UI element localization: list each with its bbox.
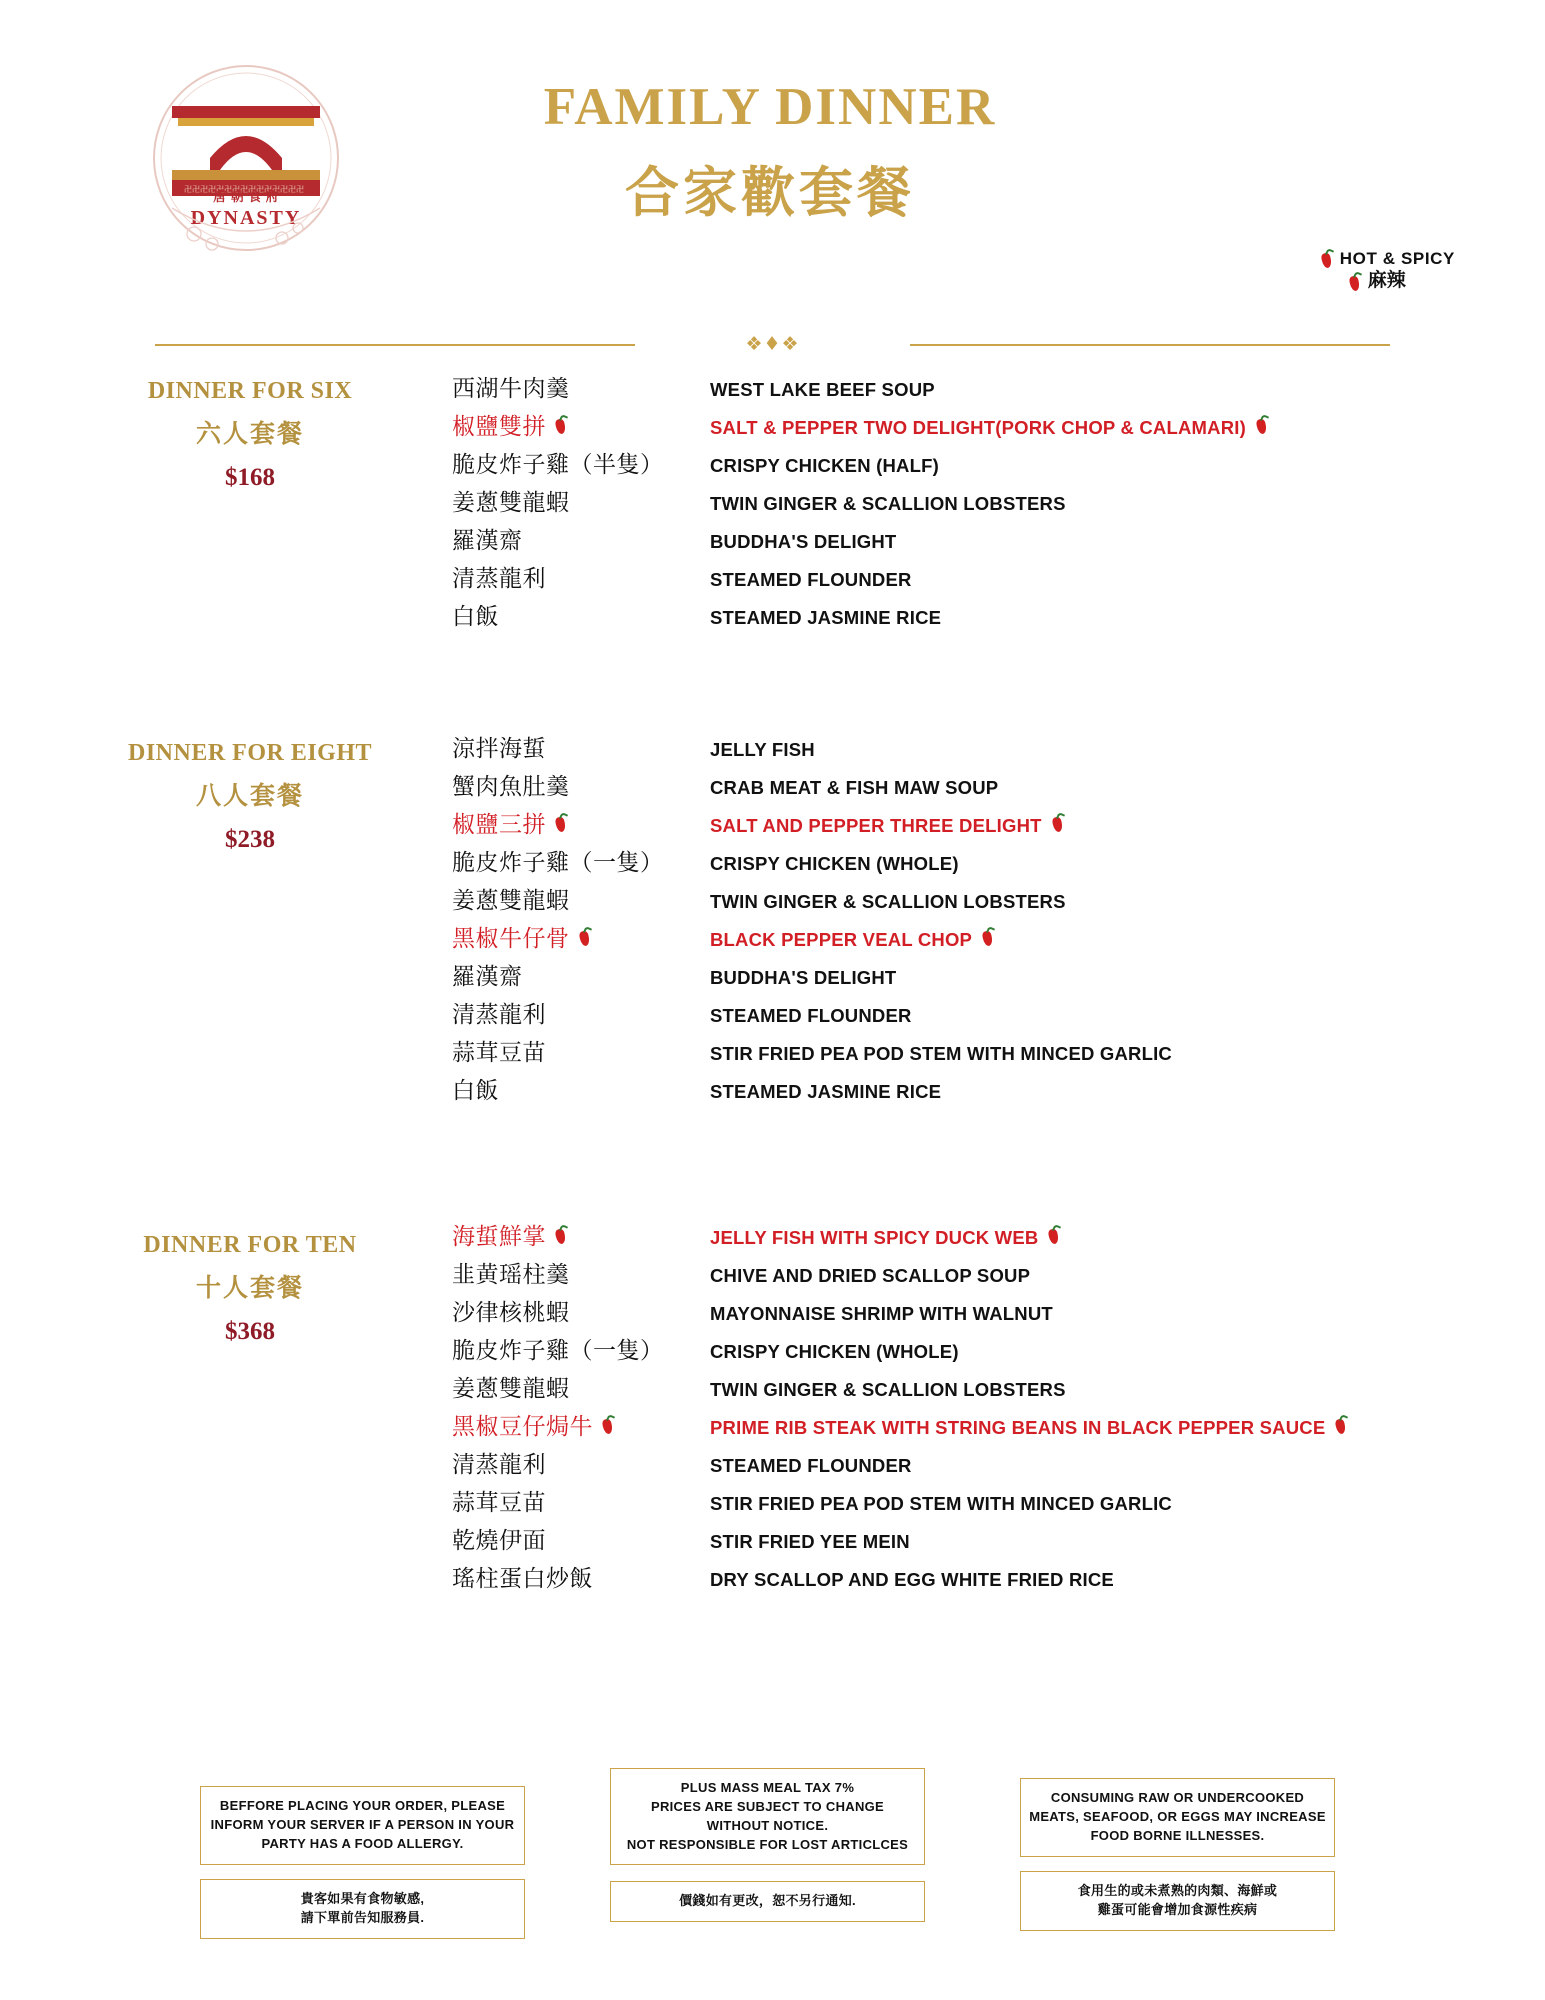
menu-item [452,806,1172,844]
menu-item-zh-wrap [452,1560,710,1593]
menu-item [452,730,1172,768]
menu-item-name-zh: 椒鹽三拼 [452,812,546,838]
menu-item-zh-wrap [452,1218,710,1251]
section-price: $368 [225,1318,275,1345]
section-header-dinner-for-ten [105,1232,395,1346]
menu-item-name-zh: 白飯 [452,1078,499,1104]
menu-item [452,920,1172,958]
menu-item-name-zh: 涼拌海蜇 [452,736,546,762]
menu-item-zh-wrap [452,1408,710,1441]
chili-icon [1319,249,1334,268]
footer-notes [0,1766,1545,1956]
menu-item-name-en: JELLY FISH WITH SPICY DUCK WEB [710,1227,1039,1248]
menu-item [452,1332,1348,1370]
menu-item [452,844,1172,882]
menu-header [0,0,1545,300]
menu-item [452,996,1172,1034]
chili-icon [1254,415,1269,434]
menu-item-name-en: STEAMED FLOUNDER [710,569,912,590]
menu-item-name-zh: 脆皮炸子雞 [452,1338,570,1364]
menu-item-name-zh: 姜蔥雙龍蝦 [452,1376,570,1402]
note-raw-zh: 食用生的或未煮熟的肉類、海鮮或 雞蛋可能會增加食源性疾病 [1020,1871,1335,1931]
menu-item [452,1218,1348,1256]
menu-item-zh-wrap [452,598,710,631]
menu-item [452,882,1172,920]
menu-item [452,1408,1348,1446]
spicy-legend [1319,248,1455,293]
menu-item [452,370,1269,408]
menu-item [452,958,1172,996]
menu-item-list [452,730,1172,1110]
menu-item-name-zh: 姜蔥雙龍蝦 [452,490,570,516]
menu-item-name-zh: 韭黄瑶柱羹 [452,1262,570,1288]
menu-item-name-zh: 蟹肉魚肚羹 [452,774,570,800]
menu-item-name-en: CRISPY CHICKEN (HALF) [710,455,939,476]
menu-item-name-zh: 蒜茸豆苗 [452,1040,546,1066]
section-title-en: DINNER FOR EIGHT [127,740,373,766]
menu-item-name-zh: 黑椒豆仔焗牛 [452,1414,593,1440]
menu-item-zh-wrap [452,446,710,479]
menu-item-name-zh: 瑤柱蛋白炒飯 [452,1566,593,1592]
menu-item [452,1034,1172,1072]
section-title-en: DINNER FOR SIX [147,378,353,404]
menu-item-name-en: BUDDHA'S DELIGHT [710,531,897,552]
chili-icon [600,1415,615,1434]
menu-item-name-zh: 黑椒牛仔骨 [452,926,570,952]
menu-item-name-en: STEAMED FLOUNDER [710,1455,912,1476]
menu-item-name-en: PRIME RIB STEAK WITH STRING BEANS IN BLACK PEPPER SAUCE [710,1417,1326,1438]
section-header-dinner-for-six [105,378,395,492]
menu-item [452,598,1269,636]
menu-item-zh-wrap [452,1370,710,1403]
section-title-zh: 十人套餐 [195,1275,304,1302]
chili-icon [553,415,568,434]
menu-item-name-en: STEAMED JASMINE RICE [710,1081,942,1102]
menu-item-list [452,370,1269,636]
menu-item [452,1484,1348,1522]
menu-item-zh-wrap [452,408,710,441]
menu-item-name-zh: 蒜茸豆苗 [452,1490,546,1516]
section-price: $168 [225,464,275,491]
menu-item-zh-wrap [452,996,710,1029]
section-title-en: DINNER FOR TEN [143,1232,357,1258]
menu-item-name-en: STIR FRIED PEA POD STEM WITH MINCED GARLIC [710,1043,1172,1064]
menu-item-name-en: TWIN GINGER & SCALLION LOBSTERS [710,1379,1066,1400]
menu-item-zh-wrap [452,560,710,593]
menu-item-name-en: TWIN GINGER & SCALLION LOBSTERS [710,493,1066,514]
menu-item-name-zh: 乾燒伊面 [452,1528,546,1554]
menu-item-list [452,1218,1348,1598]
menu-item-name-en: JELLY FISH [710,739,815,760]
menu-item-name-zh: 脆皮炸子雞 [452,452,570,478]
chili-icon [1046,1225,1061,1244]
menu-item-zh-wrap [452,882,710,915]
menu-item-name-en: CRISPY CHICKEN (WHOLE) [710,853,959,874]
note-allergy-zh: 貴客如果有食物敏感, 請下單前告知服務員. [200,1879,525,1939]
menu-item-name-en: STEAMED JASMINE RICE [710,607,942,628]
svg-text:卍卍卍卍卍卍卍卍卍卍卍卍卍卍卍: 卍卍卍卍卍卍卍卍卍卍卍卍卍卍卍 [184,185,304,194]
menu-item-name-en: DRY SCALLOP AND EGG WHITE FRIED RICE [710,1569,1114,1590]
menu-item [452,446,1269,484]
note-tax-zh: 價錢如有更改，恕不另行通知. [610,1881,925,1922]
menu-item-zh-wrap [452,1072,710,1105]
menu-item-zh-wrap [452,522,710,555]
menu-item-zh-wrap [452,1332,710,1365]
menu-item-name-en: STIR FRIED YEE MEIN [710,1531,910,1552]
chili-icon [1050,813,1065,832]
menu-item-zh-wrap [452,370,710,403]
spicy-legend-label-zh: 麻辣 [1367,270,1406,292]
menu-item [452,560,1269,598]
menu-item-zh-wrap [452,768,710,801]
chili-icon [980,927,995,946]
menu-item-name-zh: 清蒸龍利 [452,1452,546,1478]
section-header-dinner-for-eight [105,740,395,854]
menu-item-name-en: SALT & PEPPER TWO DELIGHT(PORK CHOP & CALAMARI) [710,417,1246,438]
menu-item-name-zh: 沙律核桃蝦 [452,1300,570,1326]
chili-icon [1347,272,1362,291]
menu-item-zh-wrap [452,958,710,991]
menu-item [452,1370,1348,1408]
section-title-zh: 八人套餐 [195,783,304,810]
svg-text:唐 朝 食 府: 唐 朝 食 府 [213,190,279,205]
menu-item-portion-zh: （半隻） [569,452,664,478]
menu-item-zh-wrap [452,806,710,839]
menu-item [452,1446,1348,1484]
menu-item [452,1256,1348,1294]
menu-item-name-zh: 姜蔥雙龍蝦 [452,888,570,914]
menu-item [452,1072,1172,1110]
menu-item-name-zh: 羅漢齋 [452,964,523,990]
menu-item-zh-wrap [452,1522,710,1555]
chili-icon [553,813,568,832]
menu-title-zh: 合家歡套餐 [625,162,915,223]
chili-icon [1333,1415,1348,1434]
menu-item-name-en: WEST LAKE BEEF SOUP [710,379,935,400]
menu-item-name-en: STEAMED FLOUNDER [710,1005,912,1026]
menu-item-name-en: MAYONNAISE SHRIMP WITH WALNUT [710,1303,1053,1324]
menu-item-name-zh: 羅漢齋 [452,528,523,554]
spicy-legend-label-en: HOT & SPICY [1339,249,1455,268]
menu-item-zh-wrap [452,1446,710,1479]
menu-item [452,768,1172,806]
menu-item-name-zh: 脆皮炸子雞 [452,850,570,876]
note-tax-en: PLUS MASS MEAL TAX 7% PRICES ARE SUBJECT TO CHANGE WITHOUT NOTICE. NOT RESPONSIBLE FOR LOST ARTICLCES [610,1768,925,1865]
note-raw-en: CONSUMING RAW OR UNDERCOOKED MEATS, SEAFOOD, OR EGGS MAY INCREASE FOOD BORNE ILLNESSES. [1020,1778,1335,1857]
menu-item [452,1560,1348,1598]
menu-item-zh-wrap [452,1256,710,1289]
section-price: $238 [225,826,275,853]
ornamental-divider [155,330,1390,360]
menu-item-name-en: CRAB MEAT & FISH MAW SOUP [710,777,999,798]
menu-item-name-zh: 椒鹽雙拼 [452,414,546,440]
menu-title [420,80,1120,227]
menu-item-zh-wrap [452,920,710,953]
menu-item-zh-wrap [452,1294,710,1327]
menu-item-portion-zh: （一隻） [569,1338,664,1364]
menu-item-zh-wrap [452,1034,710,1067]
menu-item-zh-wrap [452,1484,710,1517]
menu-item-name-en: SALT AND PEPPER THREE DELIGHT [710,815,1042,836]
chili-icon [553,1225,568,1244]
chili-icon [577,927,592,946]
menu-item-name-en: TWIN GINGER & SCALLION LOBSTERS [710,891,1066,912]
menu-item-name-en: STIR FRIED PEA POD STEM WITH MINCED GARLIC [710,1493,1172,1514]
menu-item-name-en: CRISPY CHICKEN (WHOLE) [710,1341,959,1362]
menu-item-portion-zh: （一隻） [569,850,664,876]
divider-ornament-icon: ❖♦❖ [745,333,800,355]
dynasty-logo [132,58,360,258]
menu-item [452,522,1269,560]
menu-item-zh-wrap [452,484,710,517]
menu-item [452,484,1269,522]
menu-item-name-en: BLACK PEPPER VEAL CHOP [710,929,973,950]
menu-item-zh-wrap [452,730,710,763]
section-title-zh: 六人套餐 [195,421,304,448]
menu-item-name-en: BUDDHA'S DELIGHT [710,967,897,988]
menu-item-name-en: CHIVE AND DRIED SCALLOP SOUP [710,1265,1031,1286]
svg-text:DYNASTY: DYNASTY [190,207,302,229]
menu-item [452,1522,1348,1560]
menu-title-en: FAMILY DINNER [543,78,997,136]
menu-item-name-zh: 清蒸龍利 [452,566,546,592]
menu-item-name-zh: 清蒸龍利 [452,1002,546,1028]
menu-item-name-zh: 白飯 [452,604,499,630]
menu-item-name-zh: 海蜇鮮掌 [452,1224,546,1250]
note-allergy-en: BEFFORE PLACING YOUR ORDER, PLEASE INFORM YOUR SERVER IF A PERSON IN YOUR PARTY HAS A FOOD ALLERGY. [200,1786,525,1865]
menu-item [452,408,1269,446]
menu-item-name-zh: 西湖牛肉羹 [452,376,570,402]
menu-item-zh-wrap [452,844,710,877]
menu-item [452,1294,1348,1332]
